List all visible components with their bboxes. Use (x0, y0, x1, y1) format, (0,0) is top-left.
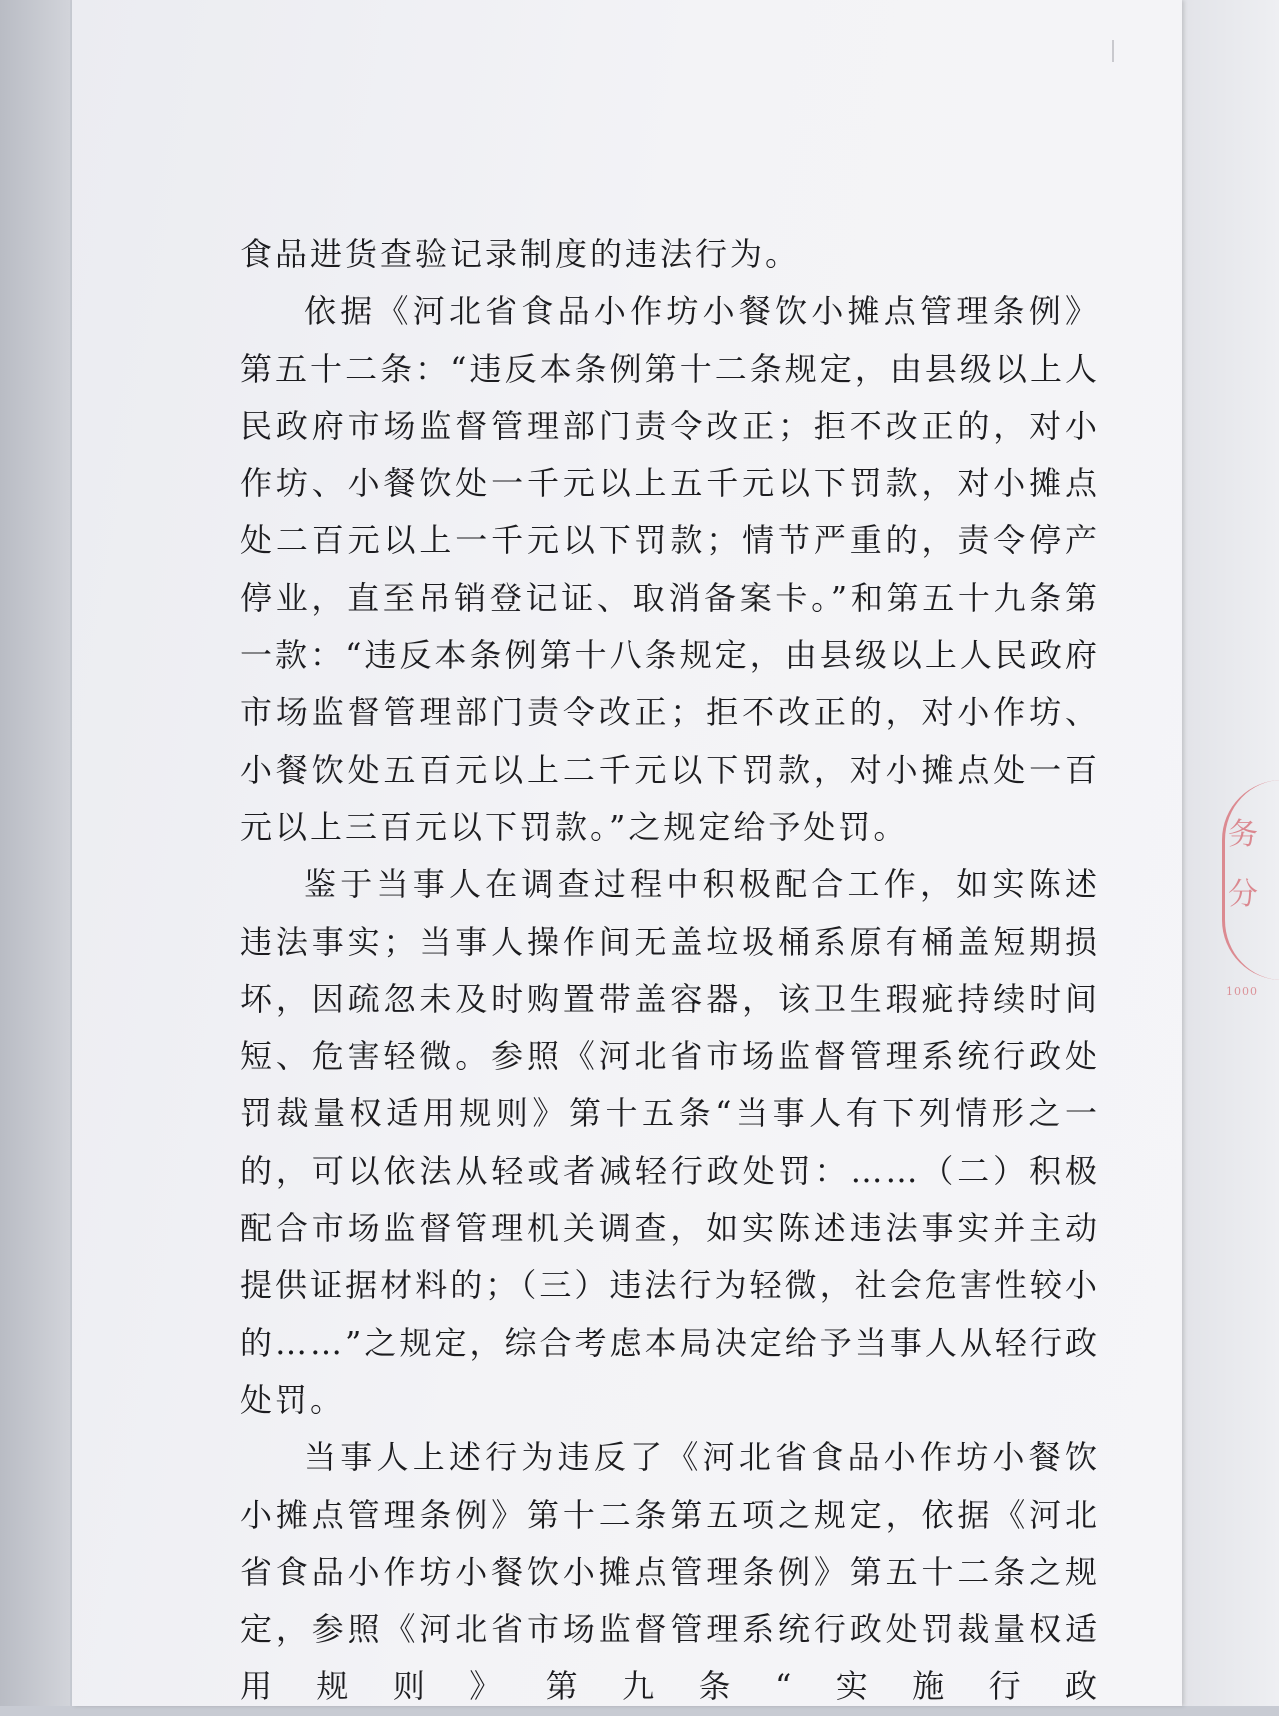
paragraph-2: 依据《河北省食品小作坊小餐饮小摊点管理条例》第五十二条：“违反本条例第十二条规定，由县级以上人民政府市场监督管理部门责令改正；拒不改正的，对小作坊、小餐饮处一千元以上五千元以下罚款，对小摊点处二百元以上一千元以下罚款；情节严重的，责令停产停业，直至吊销登记证、取消备案卡。”和第五十九条第一款：“违反本条例第十八条规定，由县级以上人民政府市场监督管理部门责令改正；拒不改正的，对小作坊、小餐饮处五百元以上二千元以下罚款，对小摊点处一百元以上三百元以下罚款。”之规定给予处罚。 (240, 292, 1100, 846)
seal-number: 1000 (1226, 985, 1258, 998)
document-body (240, 226, 1100, 1716)
seal-text: 务分 (1228, 817, 1258, 912)
paragraph-4: 当事人上述行为违反了《河北省食品小作坊小餐饮小摊点管理条例》第十二条第五项之规定，依据《河北省食品小作坊小餐饮小摊点管理条例》第五十二条之规定，参照《河北省市场监督管理系统行政处罚裁量权适用规则》第九条“实施行政 (240, 1438, 1100, 1706)
paragraph-3: 鉴于当事人在调查过程中积极配合工作，如实陈述违法事实；当事人操作间无盖垃圾桶系原有桶盖短期损坏，因疏忽未及时购置带盖容器，该卫生瑕疵持续时间短、危害轻微。参照《河北省市场监督管理系统行政处罚裁量权适用规则》第十五条“当事人有下列情形之一的，可以依法从轻或者减轻行政处罚：……（二）积极配合市场监督管理机关调查，如实陈述违法事实并主动提供证据材料的；（三）违法行为轻微，社会危害性较小的……”之规定，综合考虑本局决定给予当事人从轻行政处罚。 (240, 865, 1100, 1419)
backdrop-edge (0, 0, 70, 1706)
paragraph-1: 食品进货查验记录制度的违法行为。 (240, 235, 801, 273)
fold-mark (1112, 40, 1114, 62)
